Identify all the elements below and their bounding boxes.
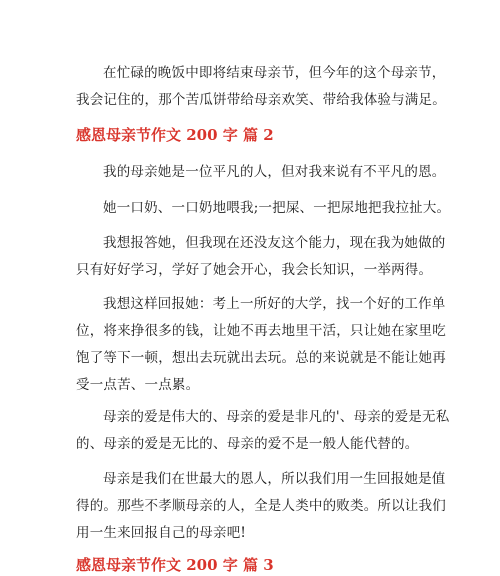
paragraph-line: 我会记住的，那个苦瓜饼带给母亲欢笑、带给我体验与满足。 (76, 92, 446, 108)
paragraph-line: 用一生来回报自己的母亲吧! (76, 525, 247, 541)
section-heading: 感恩母亲节作文 200 字 篇 2 (76, 126, 274, 144)
paragraph-line: 位，将来挣很多的钱，让她不再去地里干活，只让她在家里吃 (76, 323, 446, 339)
paragraph-line: 她一口奶、一口奶地喂我;一把屎、一把尿地把我拉扯大。 (103, 200, 451, 216)
paragraph-intro (76, 60, 446, 114)
paragraph-line: 我想这样回报她：考上一所好的大学，找一个好的工作单 (103, 296, 446, 312)
paragraph-line: 我想报答她，但我现在还没友这个能力，现在我为她做的 (103, 235, 446, 251)
paragraph (76, 291, 446, 399)
paragraph-line: 在忙碌的晚饭中即将结束母亲节，但今年的这个母亲节， (103, 65, 446, 81)
paragraph-line: 得的。那些不孝顺母亲的人，全是人类中的败类。所以让我们 (76, 498, 446, 514)
paragraph-line: 只有好好学习，学好了她会开心，我会长知识，一举两得。 (76, 262, 433, 278)
paragraph (76, 466, 446, 547)
paragraph (76, 159, 446, 186)
paragraph-line: 的、母亲的爱是无比的、母亲的爱不是一般人能代替的。 (76, 436, 419, 452)
paragraph-line: 母亲的爱是伟大的、母亲的爱是非凡的'、母亲的爱是无私 (103, 409, 450, 425)
paragraph-line: 受一点苦、一点累。 (76, 377, 200, 393)
paragraph (76, 230, 446, 284)
paragraph-line: 饱了等下一顿，想出去玩就出去玩。总的来说就是不能让她再 (76, 350, 446, 366)
paragraph-line: 母亲是我们在世最大的恩人，所以我们用一生回报她是值 (103, 471, 446, 487)
section-heading-partial: 感恩母亲节作文 200 字 篇 3 (76, 556, 274, 574)
paragraph-line: 我的母亲她是一位平凡的人，但对我来说有不平凡的恩。 (103, 164, 446, 180)
paragraph (76, 404, 450, 458)
paragraph (76, 195, 451, 222)
